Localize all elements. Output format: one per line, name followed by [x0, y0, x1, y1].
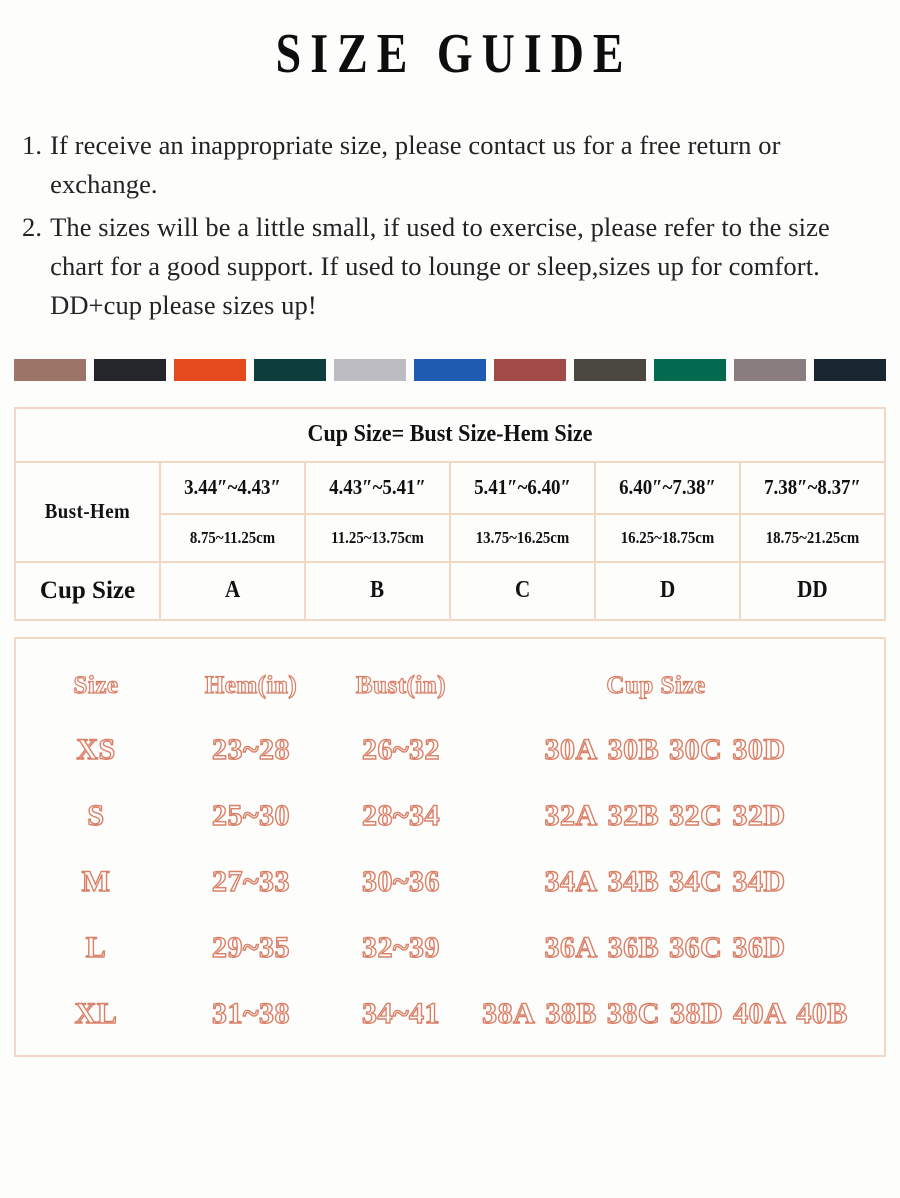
- cup-size-value: 36A: [544, 930, 598, 964]
- cup-size-value: 38A: [482, 996, 536, 1030]
- cup-size-value: 32D: [732, 798, 786, 832]
- cup-size-table: [14, 407, 886, 621]
- cup-size-value: 38D: [670, 996, 724, 1030]
- table-row: [16, 981, 884, 1047]
- cup-size-value: 30A: [544, 732, 598, 766]
- size-cell: S: [87, 798, 105, 832]
- bust-cell: 32~39: [361, 930, 441, 964]
- color-swatch: [94, 359, 166, 381]
- cm-range-cell: 8.75~11.25cm: [167, 514, 298, 562]
- cup-letter-cell: [740, 562, 885, 620]
- cup-letter: D: [659, 577, 676, 604]
- cup-size-value: 32A: [544, 798, 598, 832]
- cup-size-value: 36B: [607, 930, 660, 964]
- bust-cell: 30~36: [361, 864, 441, 898]
- cup-size-cell: [476, 799, 884, 833]
- hem-cell: 31~38: [211, 996, 291, 1030]
- cm-range-cell: 11.25~13.75cm: [312, 514, 443, 562]
- color-swatch: [254, 359, 326, 381]
- color-swatch: [734, 359, 806, 381]
- cup-size-cell: [476, 997, 884, 1031]
- cup-size-value: 30C: [669, 732, 723, 766]
- cup-size-value: 30D: [732, 732, 786, 766]
- cm-range-cell: 13.75~16.25cm: [457, 514, 588, 562]
- color-swatch: [14, 359, 86, 381]
- cup-letter: DD: [797, 577, 828, 604]
- inch-range-cell: 4.43″~5.41″: [312, 462, 443, 514]
- color-swatch: [334, 359, 406, 381]
- cup-size-value: 32B: [607, 798, 660, 832]
- cup-size-value: 38B: [545, 996, 597, 1030]
- cup-table-header: Cup Size= Bust Size-Hem Size: [50, 408, 850, 462]
- instruction-item-1: [22, 126, 882, 204]
- hem-cell: 27~33: [211, 864, 291, 898]
- inch-range-cell: 5.41″~6.40″: [457, 462, 588, 514]
- inch-range-cell: 7.38″~8.37″: [747, 462, 878, 514]
- instruction-number-1: 1.: [22, 130, 43, 160]
- table-row-header: [15, 408, 885, 462]
- table-row: [16, 717, 884, 783]
- cup-letter-cell: [160, 562, 305, 620]
- color-swatch: [174, 359, 246, 381]
- cup-size-label: Cup Size: [15, 562, 160, 620]
- cup-size-value: 38C: [606, 996, 660, 1030]
- page-title: SIZE GUIDE: [275, 23, 633, 85]
- table-row: [16, 849, 884, 915]
- hem-cell: 25~30: [211, 798, 291, 832]
- instruction-text-2: The sizes will be a little small, if used to exercise, please refer to the size chart for a good support. If used to lounge or sleep,sizes up for comfort. DD+cup please sizes up!: [50, 211, 830, 320]
- table-row-inches: [15, 462, 885, 514]
- column-header-cup-size: Cup Size: [606, 671, 706, 699]
- cup-size-value: 36D: [732, 930, 786, 964]
- instructions-list: [0, 126, 900, 325]
- instruction-text-1: If receive an inappropriate size, please contact us for a free return or exchange.: [50, 130, 781, 199]
- instruction-number-2: 2.: [22, 211, 43, 242]
- cup-size-cell: [476, 865, 884, 899]
- cup-letter: A: [224, 577, 241, 604]
- cup-size-value: 34A: [544, 864, 598, 898]
- color-swatch: [814, 359, 886, 381]
- column-header-bust: Bust(in): [355, 671, 447, 699]
- cup-letter-cell: [450, 562, 595, 620]
- bust-cell: 26~32: [361, 732, 441, 766]
- size-cell: XS: [76, 732, 116, 766]
- cup-size-value: 34C: [669, 864, 723, 898]
- size-chart-body: [16, 717, 884, 1047]
- cm-range-cell: 16.25~18.75cm: [602, 514, 733, 562]
- table-row: [16, 783, 884, 849]
- hem-cell: 29~35: [211, 930, 291, 964]
- column-header-size: Size: [73, 671, 119, 699]
- cup-size-value: 40B: [796, 996, 848, 1030]
- color-swatch: [574, 359, 646, 381]
- cup-letter: C: [514, 577, 531, 604]
- size-cell: XL: [74, 996, 118, 1030]
- table-row: [16, 915, 884, 981]
- cup-size-value: 30B: [607, 732, 660, 766]
- cup-letter: B: [370, 577, 385, 604]
- bust-hem-label: Bust-Hem: [22, 462, 153, 562]
- bust-cell: 28~34: [361, 798, 441, 832]
- cup-size-value: 34D: [732, 864, 786, 898]
- cup-size-value: 32C: [669, 798, 723, 832]
- color-swatch-strip: [14, 359, 886, 381]
- cup-size-value: 40A: [733, 996, 787, 1030]
- cup-size-value: 34B: [607, 864, 660, 898]
- cup-size-cell: [476, 931, 884, 965]
- cup-letter-cell: [595, 562, 740, 620]
- cup-size-cell: [476, 733, 884, 767]
- color-swatch: [494, 359, 566, 381]
- cm-range-cell: 18.75~21.25cm: [747, 514, 878, 562]
- size-chart-header-row: [16, 655, 884, 717]
- size-cell: L: [85, 930, 107, 964]
- cup-size-value: 36C: [669, 930, 723, 964]
- table-row-cup-sizes: [15, 562, 885, 620]
- bust-cell: 34~41: [361, 996, 441, 1030]
- size-chart-table: [14, 637, 886, 1057]
- inch-range-cell: 3.44″~4.43″: [167, 462, 298, 514]
- inch-range-cell: 6.40″~7.38″: [602, 462, 733, 514]
- size-cell: M: [81, 864, 111, 898]
- hem-cell: 23~28: [211, 732, 291, 766]
- cup-letter-cell: [305, 562, 450, 620]
- column-header-hem: Hem(in): [204, 671, 298, 699]
- color-swatch: [654, 359, 726, 381]
- color-swatch: [414, 359, 486, 381]
- instruction-item-2: [22, 208, 882, 325]
